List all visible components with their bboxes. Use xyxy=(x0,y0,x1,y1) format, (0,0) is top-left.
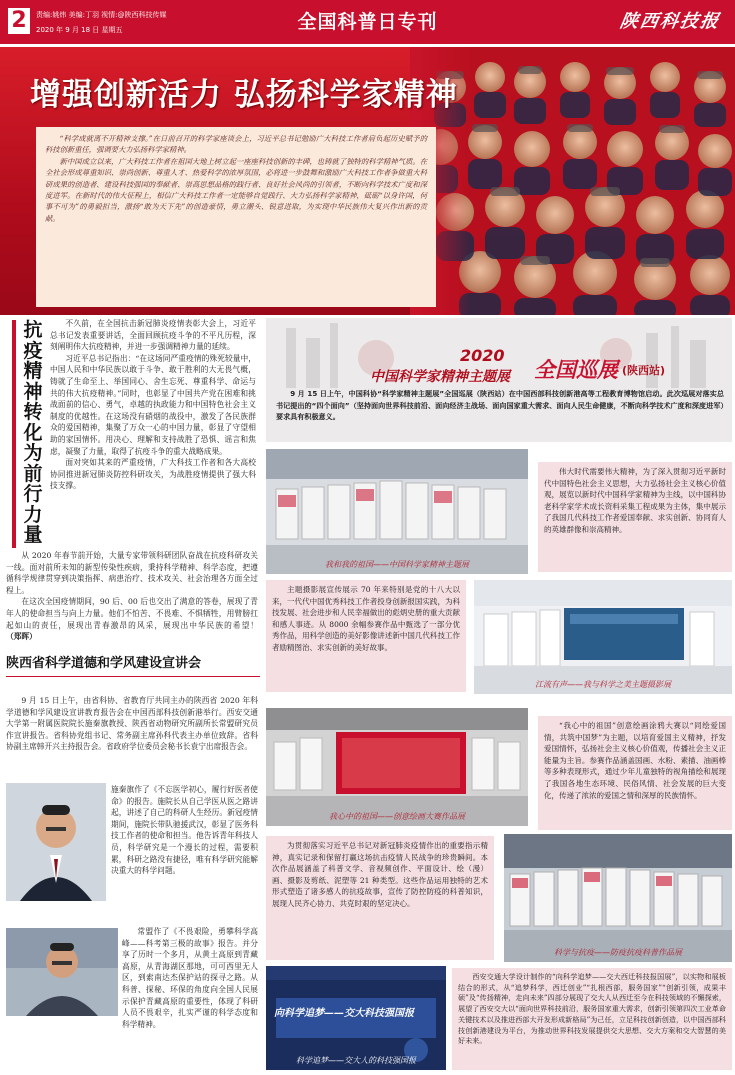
row-3-caption: 我心中的祖国——创意绘画大赛作品展 xyxy=(329,812,465,821)
row-2-text: 主题摄影展宣传展示 70 年来特别是党的十八大以来，一代代中国优秀科技工作者投身创新报国实践，为科技发展、社会进步和人民幸福做出的彪炳史册的重大贡献和感人事迹。从 8000 余幅参赛作品中甄选了一部分优秀作品，用科学创造的美好影像讲述新中国几代科技工作者励精图治、求实创新的美好故事。 xyxy=(272,585,460,652)
row-3-textbox xyxy=(538,716,732,830)
left-article xyxy=(6,318,260,648)
banner-headline: 增强创新活力 弘扬科学家精神 xyxy=(30,77,458,113)
left-paragraph-5 xyxy=(6,596,258,642)
tour-title-station: (陕西站) xyxy=(622,364,666,377)
row-2-textbox xyxy=(266,580,466,692)
row-4-textbox xyxy=(266,836,494,960)
banner-paragraph-2: 新中国成立以来，广大科技工作者在祖国大地上树立起一座座科技创新的丰碑，也铸就了独特的科学精神气质。在全社会形成尊重知识、崇尚创新、尊重人才、热爱科学的浓厚氛围，必将进一步鼓舞和激励广大科技工作者争做重大科研成果的创造者、建设科技强国的奉献者、崇高思想品格的践行者、良好社会风尚的引领者，不断向科学技术广度和深度进军。在新时代的伟大征程上，相信广大科技工作者一定能够自觉践行、大力弘扬科学家精神，砥砺“以身许国，何事不可为”的勇毅担当，激扬“敢为天下先”的创造豪情，勇立潮头、锐意进取，为实现中华民族伟大复兴作出新的贡献。 xyxy=(45,156,427,223)
row-5-screen-title: 向科学追梦——交大科技强国报 xyxy=(274,1008,414,1019)
row-1-caption: 我和我的祖国——中国科学家精神主题展 xyxy=(325,560,469,569)
editors-line: 责编:姚炜 美编:丁羽 视情:@陕西科技传媒 xyxy=(36,11,167,19)
left-article-title: 抗疫精神转化为前行力量 xyxy=(23,319,43,546)
left-article2-intro: 9 月 15 日上午，由省科协、省教育厅共同主办的陕西省 2020 年科学道德和学风建设宣讲教育报告会在中国西部科技创新港举行。西安交通大学第一附属医院院长施秦旗教授、陕西省动物研究所副所长常盟研究员作宣讲报告。省科协党组书记、常务副主席孙科代表主办单位致辞。省科协副主席韩开兴主持报告会。省政府学位委员会秘书长袁宁出席报告会。 xyxy=(6,696,258,752)
epidemic-exhibition-icon xyxy=(504,834,732,962)
left-article2-title: 陕西省科学道德和学风建设宣讲会 xyxy=(6,656,202,671)
tour-banner xyxy=(266,318,732,442)
banner-paragraph-1: “科学成就离不开精神支撑。”在日前召开的科学家座谈会上，习近平总书记勉励广大科技工作者肩负起历史赋予的科技创新重任，强调要大力弘扬科学家精神。 xyxy=(45,134,427,155)
left-article2-shi: 施秦旗作了《不忘医学初心，履行好医者使命》的报告。施院长从自己学医从医之路讲起，讲述了自己的科研人生经历。新冠疫情期间，施院长带队驰援武汉，彰显了医务科技工作者的使命和担当。他告诉青年科技人员，科学研究是一个漫长的过程，需要积累，科研之路没有捷径，唯有科学研究能解决重大的科学问题。 xyxy=(111,785,258,876)
section-title: 全国科普日专刊 xyxy=(297,11,438,33)
left-article2-chang: 常盟作了《不畏艰险，勇攀科学高峰——科考第三极的故事》报告。并分享了历时一个多月，从黄土高原到青藏高原，从青海湖区那地，可可西里无人区，到索南达杰保护站的探寻之路。从科普、探秘、环保的角度向全国人民展示保护青藏高原的重要性，体现了科研人员不畏艰辛，扎实严谨的科学态度和科学精神。 xyxy=(122,927,258,1029)
photo-row-2 xyxy=(474,580,732,694)
left-paragraph-5-text: 在这次全国疫情期间，90 后、00 后也交出了满意的答卷，展现了青年人的使命担当与向上力量。他们不怕苦、不畏难、不惧牺牲，用臂膀扛起如山的责任，展现出青春激昂的风采，展现出中华民族的希望！ xyxy=(6,597,258,630)
left-article-body-top xyxy=(50,318,256,492)
row-4-text: 为贯彻落实习近平总书记对新冠肺炎疫情作出的重要指示精神，真实记录和保留打赢这场抗击疫情人民战争的珍贵瞬间。本次作品展涵盖了科普文学、音视频创作、平面设计、绘（漫）画、摄影及剪纸、泥塑等 21 种类型。这些作品运用独特的艺术形式塑造了诸多感人的抗疫故事，宣传了防控防疫的科普知识，展现人民齐心协力、共克时艰的坚定决心。 xyxy=(272,841,488,908)
banner xyxy=(0,47,735,315)
photo-exhibition-icon xyxy=(474,580,732,694)
left-article2 xyxy=(6,650,260,1070)
header-bar xyxy=(0,0,735,44)
issue-date: 2020 年 9 月 18 日 星期五 xyxy=(36,26,123,34)
tour-title-big: 全国巡展 xyxy=(534,358,618,382)
exhibition-hall-icon xyxy=(266,449,528,574)
banner-textbox xyxy=(36,127,436,307)
row-4-caption: 科学与抗疫——防疫抗疫科普作品展 xyxy=(554,948,682,957)
left-paragraph-2: 习近平总书记指出：“在这场同严重疫情的殊死较量中，中国人民和中华民族以敢于斗争、敢于胜利的大无畏气概，铸就了生命至上、举国同心、舍生忘死、尊重科学、命运与共的伟大抗疫精神。”同时，也彰显了中国共产党在困难和挑战面前的信心、勇气，卓越的执政能力和中国特色社会主义制度的优越性。在这场没有硝烟的战役中，激发了各民族群众的爱国精神，集聚了万众一心的中国力量，彰显了守望相助的家国情怀。用决心、理解和支持战胜了恐惧、谣言和焦虑，凝聚了力量，取得了抗疫斗争的重大战略成果。 xyxy=(50,353,256,456)
tour-intro: 9 月 15 日上午，中国科协“科学家精神主题展”全国巡展（陕西站）在中国西部科技创新港高等工程教育博物馆启动。此次巡展对落实总书记提出的“四个面向”（坚持面向世界科技前沿、面向经济主战场、面向国家重大需求、面向人民生命健康，不断向科学技术广度和深度进军）要求具有积极意义。 xyxy=(276,389,724,422)
row-5-text: 西安交通大学设计制作的“向科学追梦——交大西迁科技报国展”，以实物和展板结合的形式，从“追梦科学，西迁创业”“扎根西部，服务国家”“创新引领，成果丰硕”及“传扬精神，走向未来”四部分展现了交大人从西迁至今在科技领域的不懈探索，展望了西安交大以“面向世界科技前沿，服务国家重大需求，创新引领第四次工业革命关键技术以及推进西部大开发形成新格局”为己任，立足科技创新创造，以中国西部科技创新港建设为平台，为推动世界科技发展提供交大思想、交大方案和交大智慧的美好未来。 xyxy=(458,972,726,1046)
photo-chang-meng xyxy=(6,928,118,1016)
row-1-text: 伟大时代需要伟大精神，为了深入贯彻习近平新时代中国特色社会主义思想，大力弘扬社会主义核心价值观，展览以新时代中国科学家精神为主线，以中国科协老科学家学术成长资料采集工程成果为主体，集中展示了我国几代科技工作者爱国奉献、求实创新、协同育人的英雄群像和崇高精神。 xyxy=(544,467,726,534)
speaker-portrait-icon-2 xyxy=(6,928,118,1016)
row-2-caption: 江流有声——我与科学之美主题摄影展 xyxy=(535,680,671,689)
photo-row-4 xyxy=(504,834,732,962)
left-paragraph-1: 不久前，在全国抗击新冠肺炎疫情表彰大会上，习近平总书记发表重要讲话，全面回顾抗疫斗争的不平凡历程，深刻阐明伟大抗疫精神，并进一步强调精神力量的延续。 xyxy=(50,319,256,352)
row-5-textbox xyxy=(452,968,732,1070)
photo-row-5 xyxy=(266,966,446,1070)
photo-row-1 xyxy=(266,449,528,574)
left-paragraph-3: 面对突如其来的严重疫情，广大科技工作者和各大高校协同推进新冠肺炎防控科研攻关，为战胜疫情提供了强大科技支撑。 xyxy=(50,458,256,491)
left-article2-rule xyxy=(6,676,260,677)
row-1-textbox xyxy=(538,462,732,572)
row-3-text: “我心中的祖国”创意绘画涂鸦大赛以“同绘爱国情，共筑中国梦”为主题，以培育爱国主义精神，抒发爱国情怀，弘扬社会主义核心价值观，传播社会主义正能量为主旨。参赛作品涵盖国画、水粉、素描、油画棒等多种表现形式，通过少年儿童独特的视角描绘和展现了我国各地生态环境、民俗风情、社会发展的巨大变化，传递了浓浓的爱国之情和深厚的民族情怀。 xyxy=(544,721,726,800)
left-article-author: （郑晖） xyxy=(6,632,37,642)
left-article-title-bar xyxy=(12,320,16,548)
tour-year: 2020 xyxy=(460,346,505,365)
left-paragraph-4: 从 2020 年春节前开始，大量专家带领科研团队奋战在抗疫科研攻关一线。面对前所未知的新型传染性疾病，秉持科学精神、科学态度，把遵循科学规律贯穿到决策指挥、病患治疗、技术攻关、社会治理各方面全过程上。 xyxy=(6,551,258,595)
left-article-body-bottom xyxy=(6,550,258,643)
painting-exhibition-icon xyxy=(266,708,528,826)
masthead-logo: 陕西科技报 xyxy=(618,11,722,32)
photo-row-3 xyxy=(266,708,528,826)
tour-title-main: 中国科学家精神主题展 xyxy=(370,369,510,385)
page-number: 2 xyxy=(8,8,30,34)
row-5-caption: 科学追梦——交大人的科技强国报 xyxy=(296,1056,416,1065)
scientists-collage xyxy=(410,47,735,315)
